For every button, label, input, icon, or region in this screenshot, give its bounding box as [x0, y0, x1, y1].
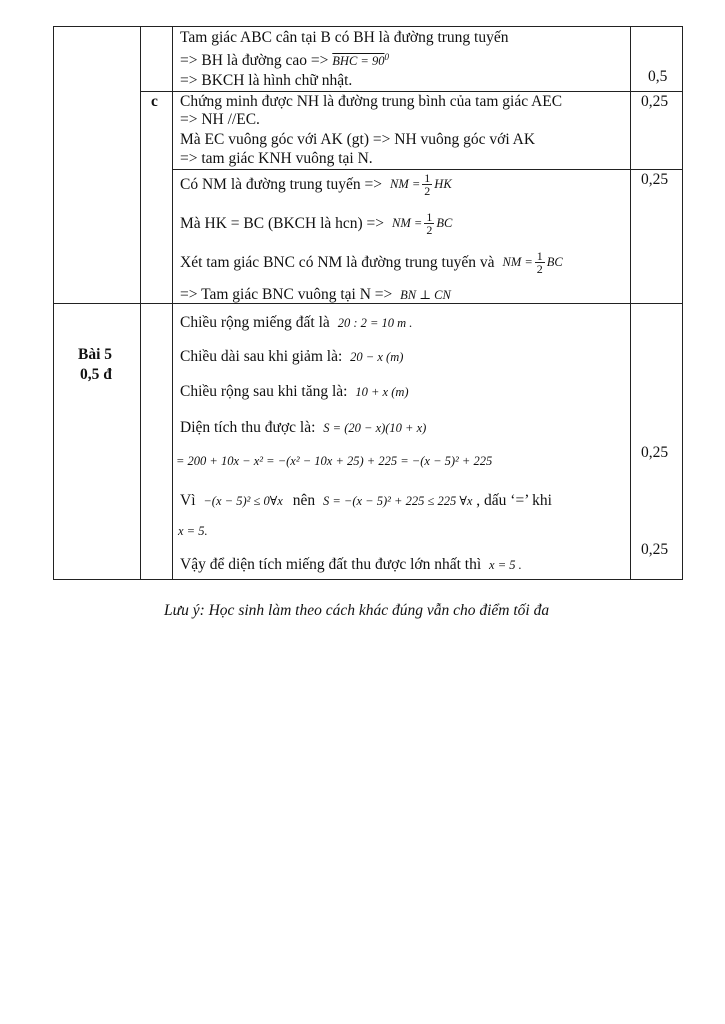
frac-den: 2 [426, 223, 433, 237]
c2-line-3 [180, 250, 563, 275]
c-line-4: => tam giác KNH vuông tại N. [180, 150, 373, 167]
c2-line-1-lhs: NM = [389, 177, 421, 191]
frac-num: 1 [536, 249, 543, 263]
bai5-line-1-math: 20 : 2 = 10 m . [337, 316, 413, 330]
bai5-line-6 [180, 492, 552, 510]
c2-line-2-lhs: NM = [392, 216, 423, 230]
bai5-line-4-text: Diện tích thu được là: [180, 419, 316, 436]
c-line-1: Chứng minh được NH là đường trung bình của tam giác AEC [180, 93, 563, 110]
b-line-2-text: => BH là đường cao => [180, 52, 329, 70]
bai5-line-6-math-2: S = −(x − 5)² + 225 ≤ 225 ∀x [322, 494, 473, 508]
bai5-line-3 [180, 383, 409, 401]
bai5-title: Bài 5 [78, 346, 113, 363]
bai5-line-2-text: Chiều dài sau khi giảm là: [180, 348, 343, 365]
c-score: 0,25 [641, 93, 669, 110]
b-line-2 [180, 52, 389, 70]
table-border-top [53, 26, 683, 27]
c2-line-2 [180, 211, 452, 236]
fraction-half [424, 211, 434, 236]
b-line-1: Tam giác ABC cân tại B có BH là đường trung tuyến [180, 29, 509, 46]
bai5-line-8 [180, 556, 522, 574]
bai5-line-2-math: 20 − x (m) [350, 350, 404, 364]
c2-line-3-text: Xét tam giác BNC có NM là đường trung tuyến và [180, 253, 495, 271]
bai5-score-2: 0,25 [641, 541, 669, 558]
c2-line-4-text: => Tam giác BNC vuông tại N => [180, 286, 393, 303]
row-divider-b-c [140, 91, 683, 92]
bai5-line-2 [180, 348, 403, 366]
frac-num: 1 [424, 171, 431, 185]
frac-num: 1 [426, 210, 433, 224]
table-border-bottom [53, 579, 683, 580]
b-line-2-math [332, 54, 389, 68]
c2-line-3-lhs: NM = [502, 255, 533, 269]
c2-line-4 [180, 286, 451, 304]
c2-line-1-rhs: HK [434, 177, 452, 191]
c2-line-1-text: Có NM là đường trung tuyến => [180, 175, 382, 193]
footnote: Lưu ý: Học sinh làm theo cách khác đúng vẫn cho điểm tối đa [164, 602, 550, 619]
bai5-line-6-math-1: −(x − 5)² ≤ 0∀x [203, 494, 283, 508]
bai5-line-3-text: Chiều rộng sau khi tăng là: [180, 383, 348, 400]
bai5-line-4 [180, 419, 426, 437]
frac-den: 2 [536, 262, 543, 276]
frac-den: 2 [424, 184, 431, 198]
bai5-line-6-b: nên [292, 492, 316, 509]
c2-line-4-math: BN ⊥ CN [400, 288, 451, 302]
c2-line-2-text: Mà HK = BC (BKCH là hcn) => [180, 214, 385, 232]
bai5-score-1: 0,25 [641, 444, 669, 461]
c-line-2: => NH //EC. [180, 111, 260, 128]
bai5-line-5-math: = 200 + 10x − x² = −(x² − 10x + 25) + 225 = −(x − 5)² + 225 [176, 454, 493, 468]
c2-line-1 [180, 172, 452, 197]
bai5-line-1-text: Chiều rộng miếng đất là [180, 314, 330, 331]
fraction-half [535, 250, 545, 275]
row-divider-c-c2 [172, 169, 683, 170]
angle-bhc: BHC = 90 [332, 54, 385, 69]
c-label: c [151, 93, 158, 110]
bai5-line-8-text: Vậy để diện tích miếng đất thu được lớn nhất thì [180, 556, 482, 573]
c-line-3: Mà EC vuông góc với AK (gt) => NH vuông góc với AK [180, 131, 536, 148]
degree-mark: 0 [384, 52, 389, 62]
c2-line-3-rhs: BC [546, 255, 563, 269]
bai5-points: 0,5 đ [80, 366, 112, 383]
bai5-line-7-math: x = 5. [178, 524, 208, 538]
bai5-line-6-a: Vì [180, 492, 196, 509]
b-line-3: => BKCH là hình chữ nhật. [180, 72, 353, 89]
c2-line-2-rhs: BC [436, 216, 453, 230]
bai5-line-6-c: , dấu ‘=’ khi [476, 492, 552, 509]
bai5-line-8-math: x = 5 . [489, 558, 522, 572]
c2-score: 0,25 [641, 171, 669, 188]
fraction-half [422, 172, 432, 197]
bai5-line-4-math: S = (20 − x)(10 + x) [323, 421, 427, 435]
bai5-line-1 [180, 314, 412, 332]
b-score: 0,5 [648, 68, 668, 85]
bai5-line-3-math: 10 + x (m) [355, 385, 409, 399]
